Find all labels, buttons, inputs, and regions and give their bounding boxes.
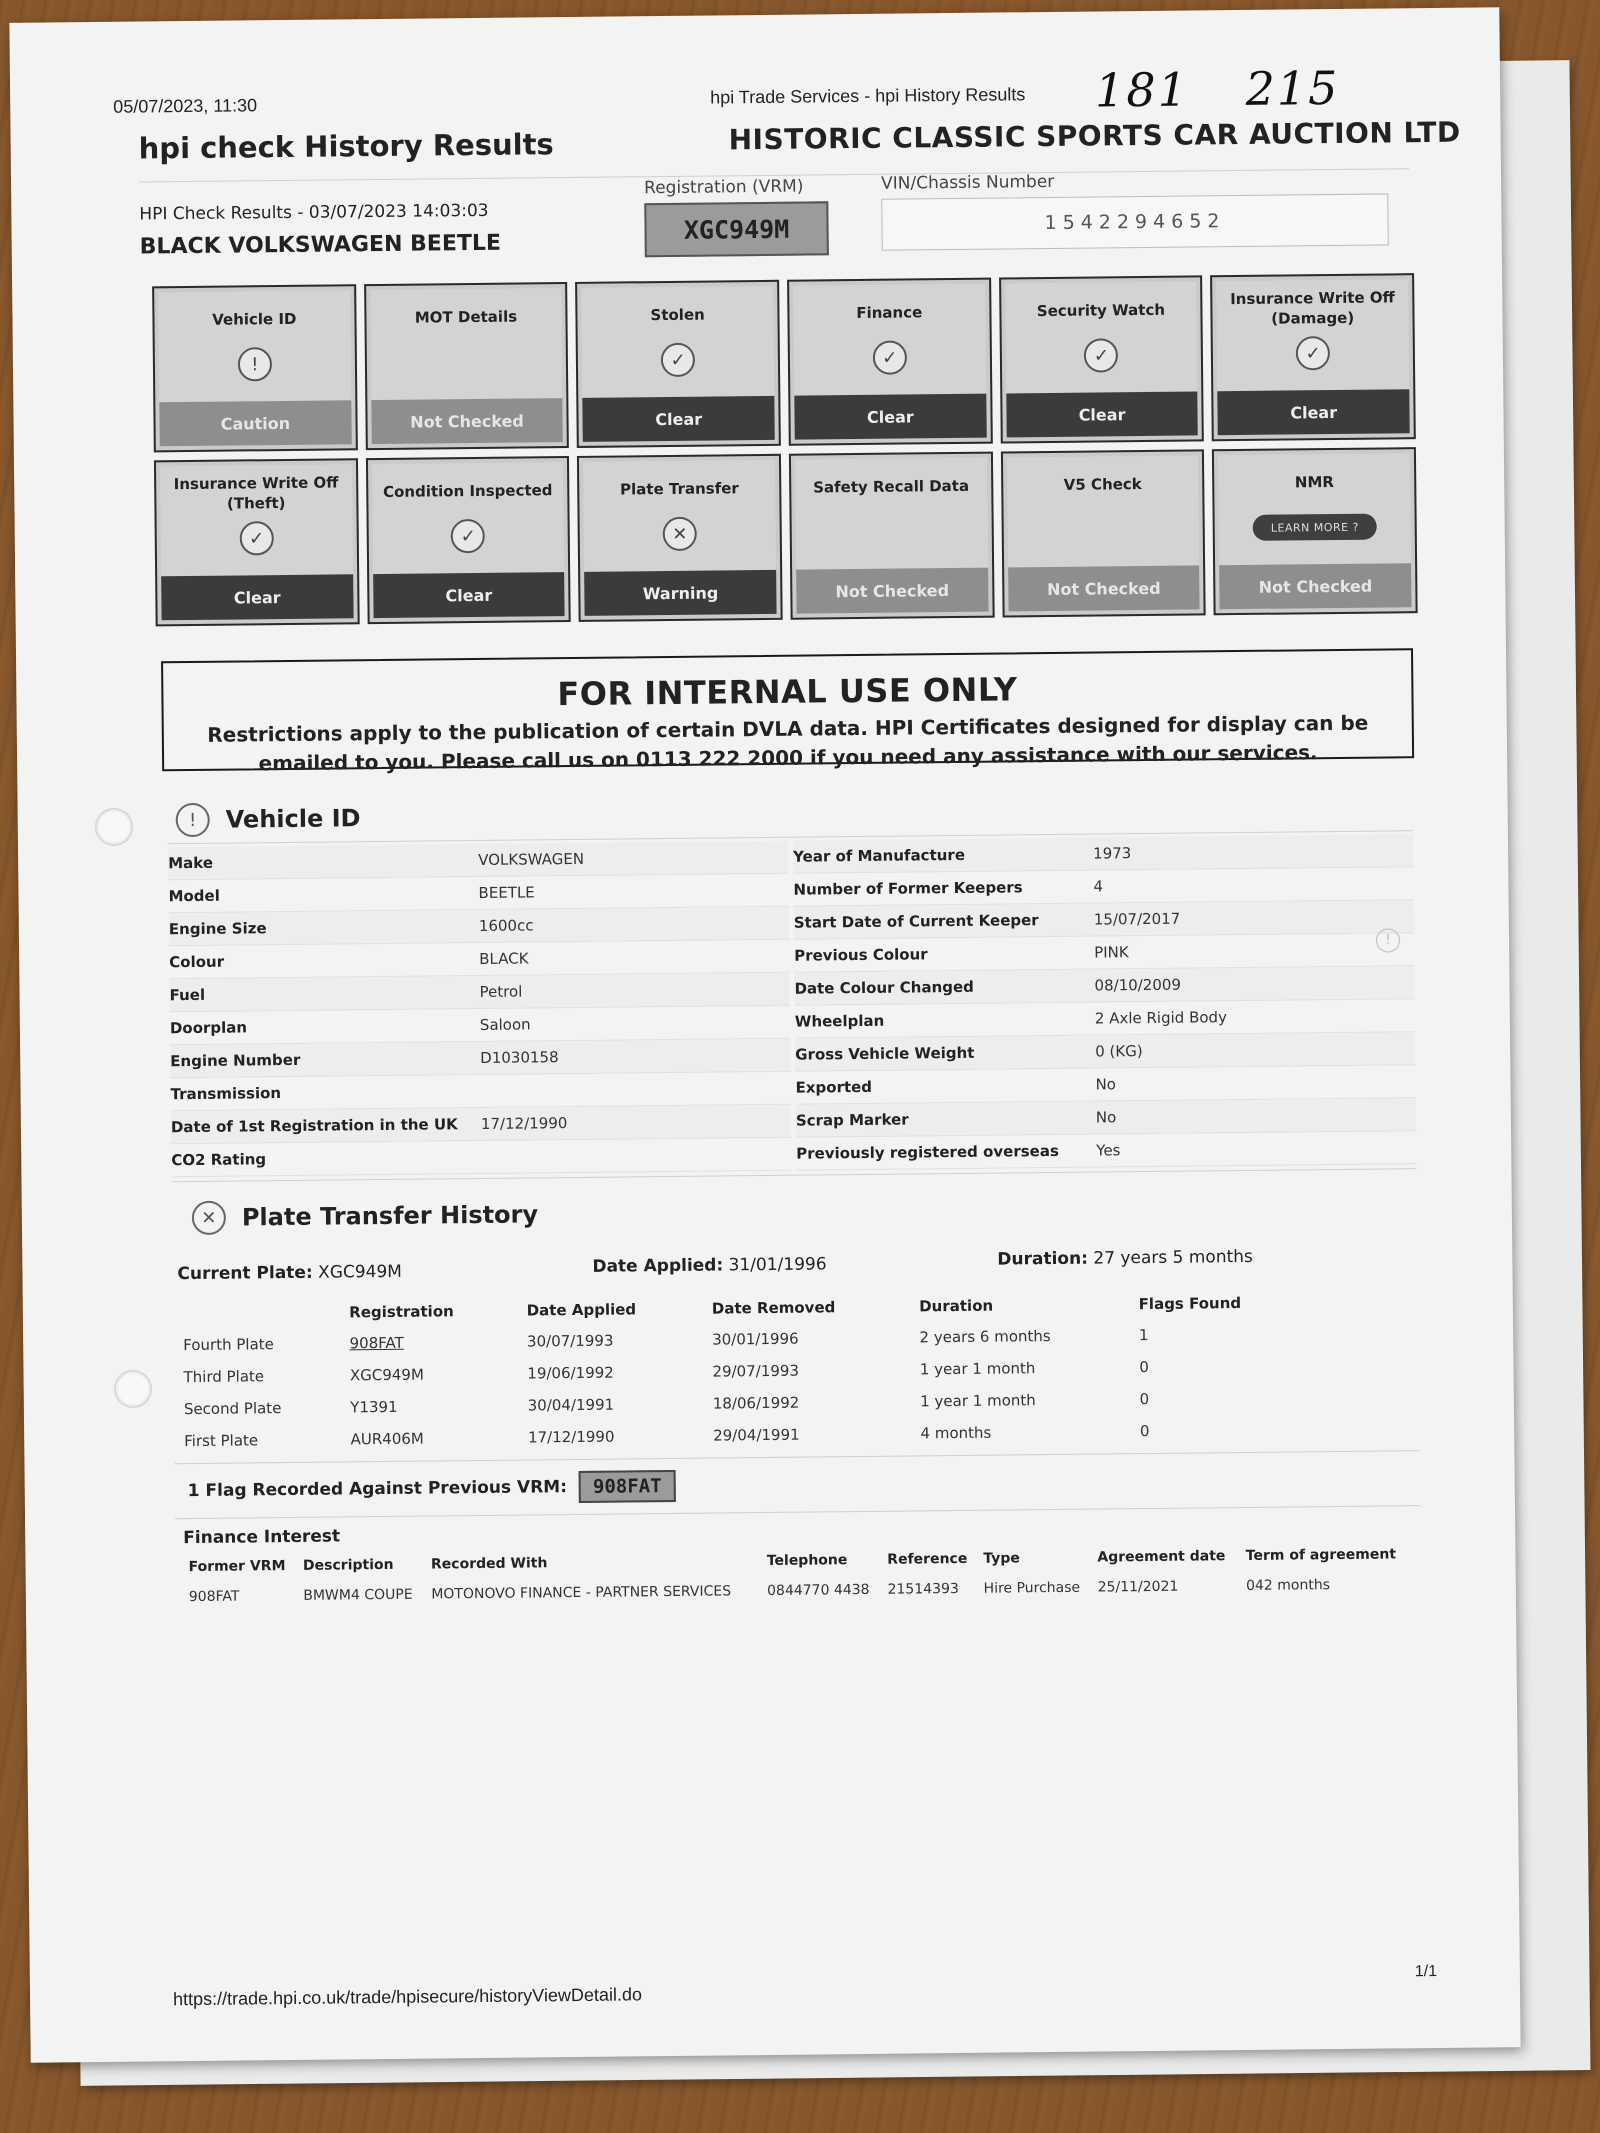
table-cell: 908FAT	[188, 1588, 240, 1606]
column-header: Recorded With	[430, 1555, 548, 1573]
tile-status: Not Checked	[1219, 563, 1411, 609]
duration-label: Duration:	[997, 1248, 1089, 1270]
table-cell: Hire Purchase	[983, 1579, 1081, 1597]
report-title: hpi check History Results	[138, 127, 554, 166]
tile-status: Clear	[373, 572, 565, 618]
date-applied-value: 31/01/1996	[728, 1254, 827, 1276]
finance-title: Finance Interest	[183, 1526, 341, 1549]
table-cell: 29/04/1991	[713, 1425, 800, 1445]
plate-transfer-title: Plate Transfer History	[241, 1200, 539, 1232]
field-label: Year of Manufacture	[793, 845, 966, 866]
field-value: Saloon	[479, 1015, 531, 1034]
check-icon: ✓	[451, 519, 485, 553]
table-cell: Fourth Plate	[183, 1335, 274, 1355]
column-header: Description	[302, 1556, 394, 1574]
table-cell: 17/12/1990	[527, 1427, 615, 1447]
field-label: Colour	[169, 952, 225, 972]
vehicle-field-row	[796, 1131, 1416, 1170]
learn-more-button[interactable]: LEARN MORE ?	[1253, 514, 1377, 541]
finance-table	[188, 1540, 1419, 1613]
field-label: CO2 Rating	[171, 1150, 267, 1170]
tile-title: NMR	[1294, 473, 1335, 492]
table-cell: Second Plate	[183, 1399, 282, 1419]
vrm-plate: XGC949M	[644, 201, 829, 257]
table-cell: 21514393	[887, 1581, 959, 1598]
check-tile[interactable]	[1001, 449, 1206, 617]
field-value: D1030158	[480, 1048, 559, 1067]
field-value: 1600cc	[478, 916, 534, 935]
tile-status: Clear	[161, 574, 353, 620]
field-value: 4	[1093, 877, 1104, 896]
tile-title: Insurance Write Off (Damage)	[1230, 288, 1395, 328]
vrm-label: Registration (VRM)	[644, 176, 804, 199]
caution-icon: !	[238, 347, 272, 381]
vehicle-id-left	[168, 841, 791, 1177]
tile-status: Clear	[1006, 391, 1198, 437]
field-label: Engine Number	[170, 1050, 301, 1071]
field-label: Date Colour Changed	[794, 977, 974, 998]
check-icon: ✓	[239, 521, 273, 555]
table-cell: 25/11/2021	[1097, 1578, 1179, 1596]
tile-title: Security Watch	[1036, 300, 1166, 321]
field-label: Doorplan	[169, 1018, 248, 1038]
document-page	[9, 7, 1520, 2062]
table-cell: 0	[1139, 1421, 1150, 1441]
field-value: 0 (KG)	[1095, 1042, 1143, 1061]
table-cell: Y1391	[350, 1397, 398, 1417]
print-title: hpi Trade Services - hpi History Results	[710, 84, 1026, 108]
date-applied	[592, 1254, 826, 1276]
check-tile[interactable]	[787, 278, 992, 446]
tile-title: Condition Inspected	[382, 481, 553, 501]
print-datetime: 05/07/2023, 11:30	[113, 95, 258, 117]
field-label: Exported	[795, 1077, 873, 1097]
table-cell: 1 year 1 month	[920, 1391, 1036, 1411]
date-applied-label: Date Applied:	[592, 1255, 724, 1277]
field-label: Model	[168, 886, 220, 906]
table-cell: 2 years 6 months	[919, 1327, 1051, 1347]
field-value: Yes	[1096, 1141, 1121, 1160]
field-label: Start Date of Current Keeper	[793, 911, 1039, 932]
handwritten-note: 181 215	[1094, 60, 1340, 118]
punch-hole	[95, 808, 133, 846]
table-cell: 4 months	[920, 1423, 992, 1443]
field-value: 17/12/1990	[480, 1114, 568, 1133]
vehicle-id-right	[793, 834, 1416, 1170]
check-tile[interactable]	[1212, 447, 1417, 615]
registration-link[interactable]: 908FAT	[349, 1333, 404, 1353]
field-label: Previously registered overseas	[796, 1141, 1059, 1163]
column-header: Duration	[919, 1296, 994, 1316]
internal-use-notice	[161, 648, 1414, 776]
current-plate-value: XGC949M	[318, 1261, 403, 1283]
check-tile[interactable]	[152, 284, 357, 452]
column-header: Type	[983, 1550, 1020, 1567]
tile-status: Caution	[159, 400, 351, 446]
tile-title: Stolen	[650, 305, 705, 325]
warning-x-icon: ✕	[192, 1201, 226, 1235]
table-cell: 0	[1139, 1389, 1150, 1409]
check-icon: ✓	[873, 340, 907, 374]
field-label: Make	[168, 853, 214, 873]
table-cell: 30/07/1993	[526, 1331, 614, 1351]
check-icon: ✓	[661, 343, 695, 377]
tile-title: Finance	[856, 303, 923, 323]
field-label: Engine Size	[168, 919, 267, 939]
table-cell: 19/06/1992	[527, 1363, 614, 1383]
vin-label: VIN/Chassis Number	[880, 171, 1055, 194]
field-label: Transmission	[170, 1084, 282, 1104]
tile-title: Safety Recall Data	[813, 476, 970, 497]
flag-notice	[188, 1470, 676, 1507]
table-cell: 29/07/1993	[712, 1361, 800, 1381]
table-cell: 0844770 4438	[767, 1581, 870, 1600]
warning-x-icon: ✕	[663, 517, 697, 551]
field-label: Wheelplan	[794, 1011, 885, 1031]
tile-status: Not Checked	[371, 398, 563, 444]
field-value: PINK	[1094, 943, 1129, 962]
field-label: Date of 1st Registration in the UK	[170, 1115, 458, 1137]
check-tile[interactable]	[366, 456, 571, 624]
tile-title: V5 Check	[1063, 475, 1142, 494]
field-value: 2 Axle Rigid Body	[1094, 1008, 1227, 1028]
vehicle-id-header	[176, 801, 361, 837]
vehicle-field-row	[171, 1138, 791, 1177]
check-results-date: HPI Check Results - 03/07/2023 14:03:03	[139, 200, 489, 225]
check-tile[interactable]	[999, 275, 1204, 443]
duration	[997, 1247, 1253, 1270]
field-value: BEETLE	[478, 883, 535, 902]
column-header: Telephone	[766, 1552, 848, 1570]
tile-status: Clear	[794, 394, 986, 440]
flag-vrm-plate: 908FAT	[579, 1470, 676, 1503]
table-cell: 30/04/1991	[527, 1395, 615, 1415]
column-header: Registration	[349, 1302, 454, 1322]
column-header	[183, 1297, 350, 1329]
column-header: Term of agreement	[1245, 1546, 1397, 1564]
tile-status: Clear	[583, 396, 775, 442]
plate-history-table	[183, 1287, 1315, 1457]
field-label: Previous Colour	[794, 945, 928, 965]
check-tile[interactable]	[789, 452, 994, 620]
field-label: Number of Former Keepers	[793, 878, 1023, 899]
table-cell: BMWM4 COUPE	[303, 1586, 413, 1604]
page-number: 1/1	[1414, 1963, 1438, 1981]
caution-icon: !	[176, 803, 210, 837]
tile-status: Not Checked	[1008, 565, 1200, 611]
current-plate-label: Current Plate:	[177, 1262, 313, 1285]
check-summary-grid	[152, 273, 1417, 626]
plate-transfer-header	[192, 1197, 539, 1235]
field-value: No	[1095, 1108, 1117, 1127]
column-header: Date Applied	[526, 1300, 637, 1320]
field-value: VOLKSWAGEN	[478, 849, 585, 869]
column-header: Agreement date	[1097, 1548, 1226, 1566]
field-label: Scrap Marker	[795, 1110, 909, 1130]
vehicle-description: BLACK VOLKSWAGEN BEETLE	[139, 230, 502, 260]
current-plate	[177, 1262, 402, 1284]
company-name: HISTORIC CLASSIC SPORTS CAR AUCTION LTD	[728, 115, 1461, 157]
column-header: Date Removed	[711, 1298, 836, 1318]
field-value: 15/07/2017	[1093, 909, 1181, 929]
column-header: Reference	[887, 1550, 968, 1568]
field-value: 08/10/2009	[1094, 975, 1182, 995]
tile-status: Not Checked	[796, 568, 988, 614]
table-cell: 0	[1139, 1357, 1149, 1377]
notice-title: FOR INTERNAL USE ONLY	[557, 670, 1018, 714]
table-cell: 30/01/1996	[712, 1329, 799, 1349]
duration-value: 27 years 5 months	[1093, 1246, 1253, 1269]
check-tile[interactable]	[577, 454, 782, 622]
field-label: Fuel	[169, 985, 206, 1005]
tile-title: Insurance Write Off (Theft)	[173, 473, 339, 513]
table-cell: XGC949M	[349, 1365, 424, 1385]
column-header: Former VRM	[188, 1558, 286, 1576]
column-header: Flags Found	[1138, 1294, 1242, 1314]
tile-title: Vehicle ID	[212, 309, 297, 329]
field-value: BLACK	[479, 949, 529, 968]
table-cell: 1	[1138, 1326, 1149, 1345]
notice-text: Restrictions apply to the publication of certain DVLA data. HPI Certificates designed for display can be emailed to you. Please call us on 0113 222 2000 if you need any assistance with our services.	[207, 710, 1369, 776]
table-cell: 18/06/1992	[712, 1393, 800, 1413]
field-label: Gross Vehicle Weight	[795, 1043, 975, 1064]
tile-status: Clear	[1218, 389, 1410, 435]
table-cell: First Plate	[184, 1431, 259, 1451]
field-value: No	[1095, 1075, 1117, 1094]
caution-icon: !	[1376, 928, 1400, 952]
page-url: https://trade.hpi.co.uk/trade/hpisecure/historyViewDetail.do	[172, 1984, 643, 2010]
check-tile[interactable]	[154, 458, 359, 626]
check-tile[interactable]	[364, 282, 569, 450]
tile-title: Plate Transfer	[620, 479, 739, 499]
tile-title: MOT Details	[414, 307, 518, 327]
table-cell: Third Plate	[183, 1367, 265, 1387]
punch-hole	[114, 1370, 152, 1408]
table-cell: MOTONOVO FINANCE - PARTNER SERVICES	[431, 1583, 732, 1603]
check-tile[interactable]	[1210, 273, 1415, 441]
divider	[175, 1505, 1420, 1519]
field-value: Petrol	[479, 982, 523, 1001]
table-cell: 1 year 1 month	[919, 1359, 1036, 1379]
vin-value: 1542294652	[881, 193, 1389, 250]
field-value: 1973	[1093, 844, 1132, 863]
table-cell: 042 months	[1245, 1577, 1331, 1594]
check-icon: ✓	[1084, 338, 1118, 372]
check-tile[interactable]	[575, 280, 780, 448]
check-icon: ✓	[1296, 336, 1330, 370]
vehicle-id-title: Vehicle ID	[225, 804, 361, 834]
table-cell: AUR406M	[350, 1429, 424, 1449]
flag-text: 1 Flag Recorded Against Previous VRM:	[187, 1477, 568, 1502]
tile-status: Warning	[584, 570, 776, 616]
